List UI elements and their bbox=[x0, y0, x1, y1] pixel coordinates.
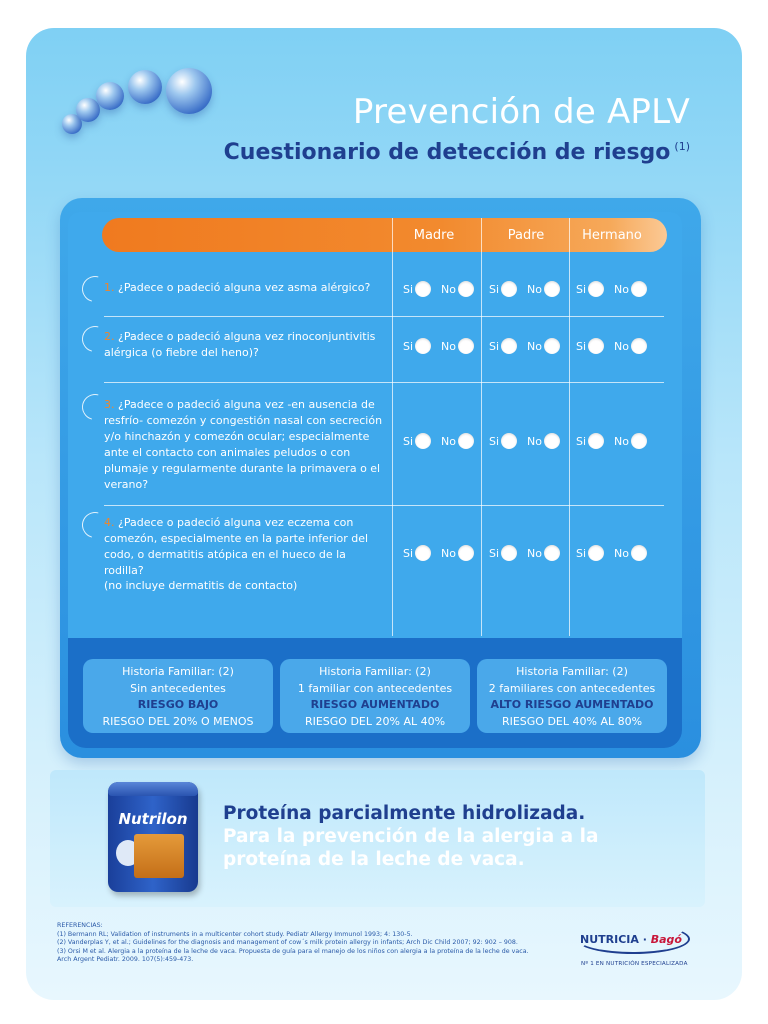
no-radio[interactable] bbox=[631, 545, 647, 561]
yes-radio[interactable] bbox=[588, 281, 604, 297]
bubble-icon bbox=[96, 82, 124, 110]
yes-option[interactable] bbox=[489, 281, 517, 297]
result-description: 1 familiar con antecedentes bbox=[297, 681, 453, 695]
result-risk-level: ALTO RIESGO AUMENTADO bbox=[490, 698, 654, 711]
row-divider bbox=[104, 505, 664, 506]
no-label: No bbox=[614, 546, 629, 560]
result-risk-level: RIESGO AUMENTADO bbox=[310, 698, 440, 711]
yes-label: Si bbox=[403, 546, 414, 560]
company-logo bbox=[580, 933, 682, 946]
promo-text bbox=[223, 802, 643, 871]
yes-radio[interactable] bbox=[415, 433, 431, 449]
yes-radio[interactable] bbox=[501, 433, 517, 449]
question-number: 2. bbox=[104, 330, 115, 343]
yes-label: Si bbox=[576, 339, 587, 353]
no-label: No bbox=[614, 282, 629, 296]
question-text: ¿Padece o padeció alguna vez eczema con comezón, especialmente en la parte inferior del codo, o dermatitis atópica en el hueco de la rodilla? bbox=[104, 516, 369, 577]
yes-radio[interactable] bbox=[415, 281, 431, 297]
result-description: Sin antecedentes bbox=[130, 681, 226, 695]
no-label: No bbox=[614, 339, 629, 353]
logo-name-nutricia: NUTRICIA bbox=[580, 933, 639, 946]
yes-label: Si bbox=[403, 339, 414, 353]
promo-line-3: proteína de la leche de vaca. bbox=[223, 849, 525, 870]
yes-radio[interactable] bbox=[415, 545, 431, 561]
result-risk-level: RIESGO BAJO bbox=[137, 698, 219, 711]
column-divider bbox=[392, 218, 393, 636]
yes-radio[interactable] bbox=[501, 281, 517, 297]
question-2 bbox=[104, 329, 386, 361]
yes-option[interactable] bbox=[403, 433, 431, 449]
no-label: No bbox=[527, 339, 542, 353]
yes-label: Si bbox=[489, 434, 500, 448]
bubble-icon bbox=[166, 68, 212, 114]
yes-label: Si bbox=[489, 546, 500, 560]
promo-line-1: Proteína parcialmente hidrolizada. bbox=[223, 803, 586, 824]
no-radio[interactable] bbox=[544, 338, 560, 354]
no-option[interactable] bbox=[614, 545, 647, 561]
no-label: No bbox=[441, 434, 456, 448]
question-3 bbox=[104, 397, 386, 493]
product-brand: Nutrilon bbox=[118, 810, 188, 828]
no-option[interactable] bbox=[441, 338, 474, 354]
question-4-note: (no incluye dermatitis de contacto) bbox=[104, 579, 298, 592]
yes-label: Si bbox=[489, 339, 500, 353]
bubble-icon bbox=[128, 70, 162, 104]
yes-radio[interactable] bbox=[501, 338, 517, 354]
page-subtitle bbox=[224, 140, 690, 165]
result-heading: Historia Familiar: (2) bbox=[319, 665, 431, 678]
no-label: No bbox=[527, 546, 542, 560]
page-title: Prevención de APLV bbox=[352, 92, 690, 132]
question-text: ¿Padece o padeció alguna vez asma alérgico? bbox=[118, 281, 371, 294]
no-radio[interactable] bbox=[631, 433, 647, 449]
no-option[interactable] bbox=[527, 545, 560, 561]
column-divider bbox=[569, 218, 570, 636]
yes-option[interactable] bbox=[576, 338, 604, 354]
yes-option[interactable] bbox=[489, 338, 517, 354]
no-option[interactable] bbox=[614, 338, 647, 354]
result-risk-range: RIESGO DEL 20% AL 40% bbox=[304, 714, 446, 728]
no-radio[interactable] bbox=[458, 281, 474, 297]
result-heading: Historia Familiar: (2) bbox=[516, 665, 628, 678]
can-label bbox=[134, 834, 184, 878]
reference-item: Arch Argent Pediatr. 2009. 107(5):459-473. bbox=[57, 956, 194, 964]
yes-option[interactable] bbox=[489, 433, 517, 449]
question-number: 4. bbox=[104, 516, 115, 529]
yes-label: Si bbox=[403, 282, 414, 296]
no-option[interactable] bbox=[614, 281, 647, 297]
yes-radio[interactable] bbox=[588, 545, 604, 561]
logo-separator: · bbox=[638, 933, 651, 946]
no-option[interactable] bbox=[441, 281, 474, 297]
no-radio[interactable] bbox=[458, 338, 474, 354]
no-option[interactable] bbox=[441, 545, 474, 561]
decorative-bubbles bbox=[60, 68, 230, 138]
yes-label: Si bbox=[403, 434, 414, 448]
no-radio[interactable] bbox=[544, 545, 560, 561]
no-option[interactable] bbox=[527, 281, 560, 297]
no-label: No bbox=[441, 339, 456, 353]
subtitle-text: Cuestionario de detección de riesgo bbox=[223, 140, 671, 165]
yes-option[interactable] bbox=[403, 338, 431, 354]
subtitle-reference: (1) bbox=[674, 140, 690, 153]
reference-item: (3) Orsi M et al. Alergia a la proteína de la leche de vaca. Propuesta de guía para el manejo de los niños con alergia a la proteína de la leche de vaca. bbox=[57, 947, 529, 955]
no-radio[interactable] bbox=[631, 338, 647, 354]
no-radio[interactable] bbox=[544, 281, 560, 297]
no-radio[interactable] bbox=[458, 545, 474, 561]
column-head-hermano: Hermano bbox=[582, 228, 642, 243]
product-can-image bbox=[108, 782, 198, 892]
no-option[interactable] bbox=[527, 338, 560, 354]
no-radio[interactable] bbox=[458, 433, 474, 449]
references-heading: REFERENCIAS: bbox=[57, 922, 103, 929]
result-low-risk bbox=[83, 659, 273, 733]
promo-line-2: Para la prevención de la alergia a la bbox=[223, 826, 599, 847]
reference-item: (2) Vanderplas Y, et al.; Guidelines for the diagnosis and management of cow´s milk protein allergy in infants; Arch Dic Child 2007; 92: 902 – 908. bbox=[57, 939, 518, 947]
yes-option[interactable] bbox=[489, 545, 517, 561]
question-number: 1. bbox=[104, 281, 115, 294]
no-option[interactable] bbox=[614, 433, 647, 449]
yes-radio[interactable] bbox=[588, 338, 604, 354]
result-description: 2 familiares con antecedentes bbox=[488, 681, 656, 695]
question-text: ¿Padece o padeció alguna vez rinoconjuntivitis alérgica (o fiebre del heno)? bbox=[104, 330, 376, 359]
no-label: No bbox=[441, 282, 456, 296]
logo-name-bago: Bagó bbox=[650, 933, 682, 946]
yes-option[interactable] bbox=[403, 545, 431, 561]
no-label: No bbox=[441, 546, 456, 560]
result-heading: Historia Familiar: (2) bbox=[122, 665, 234, 678]
reference-item: (1) Bermann RL; Validation of instruments in a multicenter cohort study. Pediatr Allergy Immunol 1993; 4: 130-5. bbox=[57, 930, 413, 938]
column-divider bbox=[481, 218, 482, 636]
no-label: No bbox=[614, 434, 629, 448]
yes-radio[interactable] bbox=[501, 545, 517, 561]
column-head-madre: Madre bbox=[413, 228, 455, 243]
no-radio[interactable] bbox=[631, 281, 647, 297]
result-high-risk bbox=[477, 659, 667, 733]
no-label: No bbox=[527, 282, 542, 296]
row-divider bbox=[104, 316, 664, 317]
question-text: ¿Padece o padeció alguna vez -en ausencia de resfrío- comezón y congestión nasal con secreción y/o hinchazón y comezón ocular; especialmente ante el contacto con animales peludos o con plumaje y regularmente durante la primavera o el verano? bbox=[104, 398, 383, 491]
yes-label: Si bbox=[576, 546, 587, 560]
row-divider bbox=[104, 382, 664, 383]
result-increased-risk bbox=[280, 659, 470, 733]
no-radio[interactable] bbox=[544, 433, 560, 449]
yes-label: Si bbox=[576, 282, 587, 296]
can-lid bbox=[108, 782, 198, 796]
yes-label: Si bbox=[489, 282, 500, 296]
yes-radio[interactable] bbox=[415, 338, 431, 354]
result-risk-range: RIESGO DEL 20% O MENOS bbox=[102, 714, 254, 728]
result-risk-range: RIESGO DEL 40% AL 80% bbox=[501, 714, 643, 728]
yes-radio[interactable] bbox=[588, 433, 604, 449]
column-head-padre: Padre bbox=[507, 228, 545, 243]
question-1 bbox=[104, 280, 386, 296]
no-option[interactable] bbox=[527, 433, 560, 449]
references bbox=[57, 922, 577, 965]
yes-label: Si bbox=[576, 434, 587, 448]
no-label: No bbox=[527, 434, 542, 448]
no-option[interactable] bbox=[441, 433, 474, 449]
question-number: 3. bbox=[104, 398, 115, 411]
question-4 bbox=[104, 515, 386, 579]
logo-tagline: Nº 1 EN NUTRICIÓN ESPECIALIZADA bbox=[581, 961, 688, 967]
yes-option[interactable] bbox=[403, 281, 431, 297]
yes-option[interactable] bbox=[576, 545, 604, 561]
yes-option[interactable] bbox=[576, 281, 604, 297]
yes-option[interactable] bbox=[576, 433, 604, 449]
